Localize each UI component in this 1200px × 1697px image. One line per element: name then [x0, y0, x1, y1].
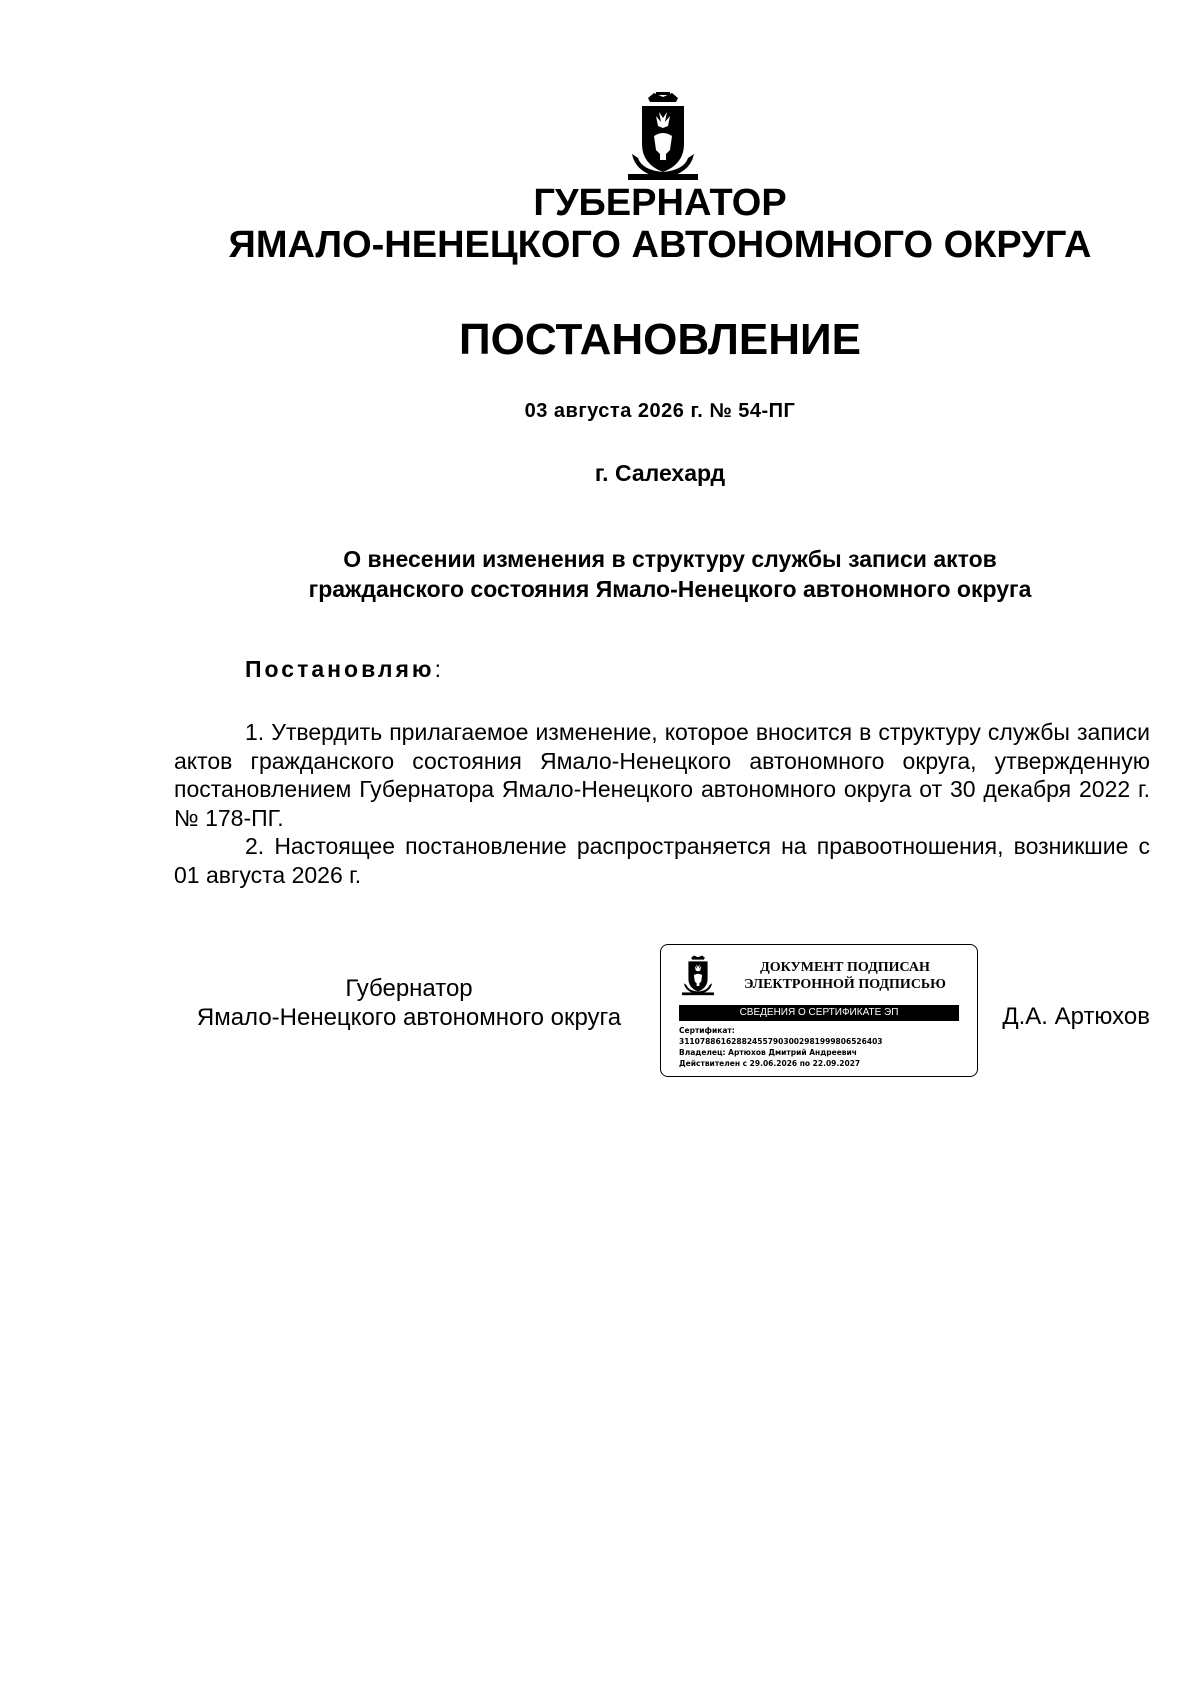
document-city: г. Салехард — [594, 460, 726, 486]
stamp-owner: Владелец: Артюхов Дмитрий Андреевич — [679, 1048, 857, 1057]
document-type: ПОСТАНОВЛЕНИЕ — [458, 315, 862, 364]
document-subject — [170, 544, 1170, 604]
signatory-position — [174, 974, 644, 1032]
paragraph-2: 2. Настоящее постановление распространяется на правоотношения, возникшие с 01 августа 2026 г. — [174, 833, 1150, 888]
stamp-title-line-1: ДОКУМЕНТ ПОДПИСАН — [760, 960, 930, 975]
stamp-title-line-2: ЭЛЕКТРОННОЙ ПОДПИСЬЮ — [744, 977, 946, 992]
stamp-certificate-number: 311078861628824557903002981999806526403 — [679, 1037, 883, 1046]
resolve-heading — [245, 656, 441, 683]
stamp-certificate-bar: СВЕДЕНИЯ О СЕРТИФИКАТЕ ЭП — [679, 1005, 959, 1021]
issuer-line-2: ЯМАЛО-НЕНЕЦКОГО АВТОНОМНОГО ОКРУГА — [228, 224, 1092, 266]
signatory-name: Д.А. Артюхов — [1002, 1003, 1150, 1030]
issuer-title — [0, 182, 1200, 266]
signatory-position-line-2: Ямало-Ненецкого автономного округа — [196, 1004, 622, 1031]
paragraph-1: 1. Утвердить прилагаемое изменение, которое вносится в структуру службы записи актов гражданского состояния Ямало-Ненецкого автономного округа, утвержденную постановлением Губернатора Ямало-Ненецкого автономного округа от 30 декабря 2022 г. № 178-ПГ. — [174, 719, 1150, 831]
electronic-signature-stamp — [660, 944, 978, 1077]
stamp-certificate-info — [679, 1025, 969, 1069]
stamp-validity: Действителен с 29.06.2026 по 22.09.2027 — [679, 1059, 861, 1068]
subject-line-2: гражданского состояния Ямало-Ненецкого автономного округа — [308, 576, 1032, 602]
stamp-certificate-label: Сертификат: — [679, 1026, 735, 1035]
resolve-colon: : — [434, 656, 441, 682]
document-body — [174, 718, 1150, 889]
signatory-position-line-1: Губернатор — [345, 975, 473, 1002]
issuer-line-1: ГУБЕРНАТОР — [533, 182, 787, 224]
stamp-title — [725, 959, 965, 993]
coat-of-arms-emblem — [626, 92, 700, 184]
resolve-word: Постановляю — [245, 656, 435, 682]
subject-line-1: О внесении изменения в структуру службы записи актов — [343, 546, 997, 572]
stamp-emblem-icon — [681, 955, 715, 997]
document-date-number: 03 августа 2026 г. № 54-ПГ — [524, 400, 796, 422]
